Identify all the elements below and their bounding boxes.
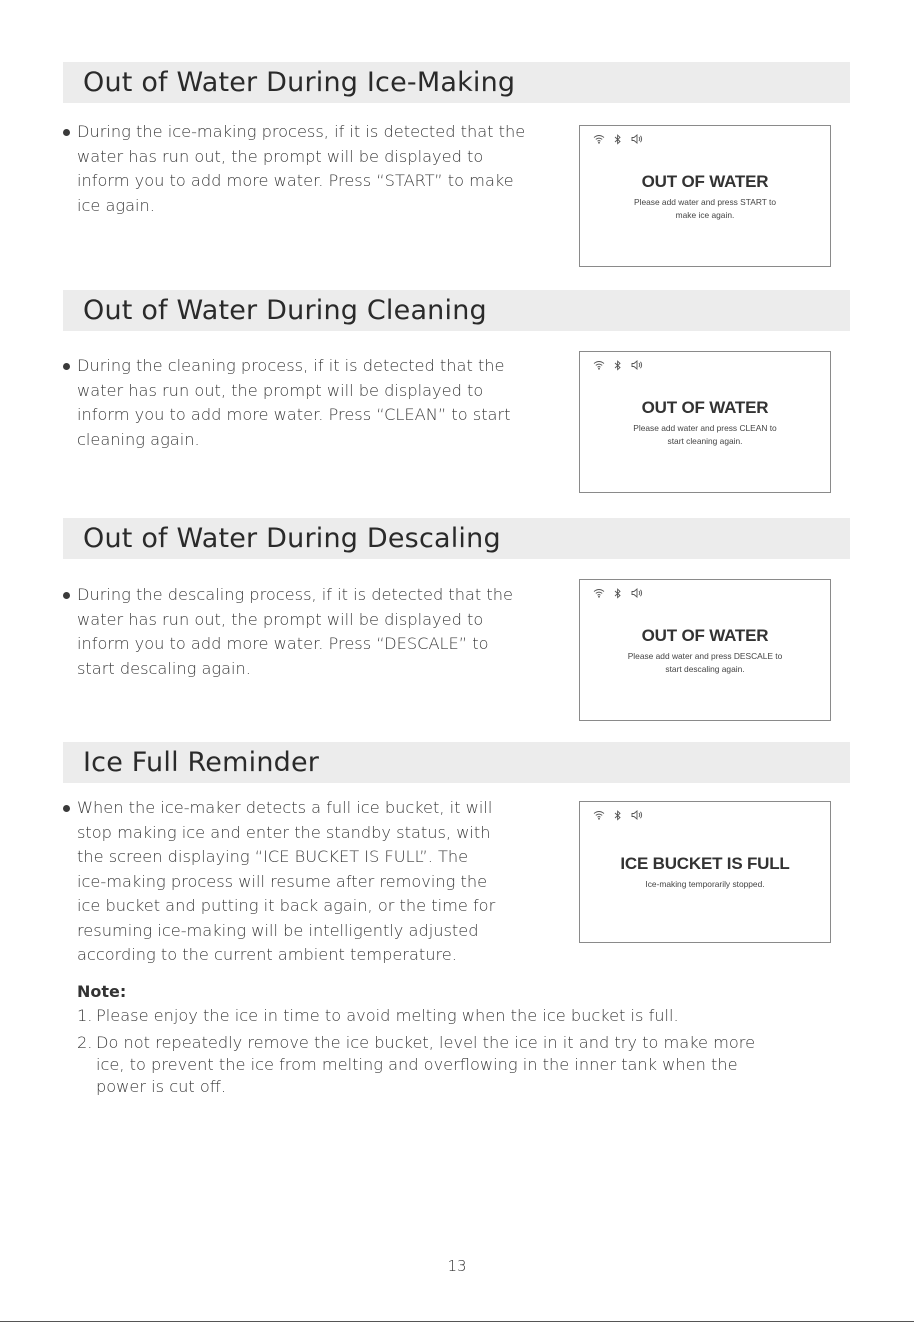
paragraph-line: ice-making process will resume after removing the	[77, 871, 488, 891]
section-paragraph	[63, 120, 525, 218]
screen-title: OUT OF WATER	[641, 398, 769, 417]
screen-message-line: start cleaning again.	[667, 436, 743, 446]
bullet-icon	[63, 805, 70, 812]
screen-status-icons	[593, 358, 643, 372]
screen-status-icons	[593, 808, 643, 822]
paragraph-line: ice again.	[77, 195, 155, 215]
note-title: Note:	[77, 982, 127, 1001]
screen-message-line: Ice-making temporarily stopped.	[645, 879, 765, 889]
bluetooth-icon	[614, 810, 622, 821]
page-bottom-rule	[0, 1321, 914, 1322]
screen-message	[610, 650, 800, 676]
section-header-cleaning	[63, 290, 850, 331]
note-number: 1.	[77, 1006, 93, 1025]
bullet-icon	[63, 129, 70, 136]
note-line: Do not repeatedly remove the ice bucket, level the ice in it and try to make more	[96, 1033, 756, 1052]
screen-title: ICE BUCKET IS FULL	[620, 854, 790, 873]
bluetooth-icon	[614, 360, 622, 371]
section-title: Out of Water During Cleaning	[83, 295, 487, 326]
screen-message	[610, 422, 800, 448]
screen-message-line: Please add water and press CLEAN to	[633, 423, 777, 433]
paragraph-line: When the ice-maker detects a full ice bucket, it will	[77, 798, 493, 817]
wifi-icon	[593, 810, 605, 820]
paragraph-line: inform you to add more water. Press “CLEAN” to start	[77, 405, 511, 424]
paragraph-line: ice bucket and putting it back again, or the time for	[77, 896, 496, 915]
speaker-icon	[631, 810, 643, 820]
paragraph-line: stop making ice and enter the standby status, with	[77, 822, 491, 842]
note-text	[96, 1032, 755, 1098]
speaker-icon	[631, 588, 643, 598]
section-paragraph	[63, 796, 495, 968]
section-header-ice-full	[63, 742, 850, 783]
wifi-icon	[593, 134, 605, 144]
bluetooth-icon	[614, 134, 622, 145]
section-title: Out of Water During Ice-Making	[83, 67, 516, 98]
note-line: Please enjoy the ice in time to avoid melting when the ice bucket is full.	[96, 1006, 679, 1025]
paragraph-line: During the descaling process, if it is detected that the	[77, 585, 513, 604]
paragraph-line: resuming ice-making will be intelligently adjusted	[77, 920, 479, 940]
note-item	[77, 1032, 755, 1098]
speaker-icon	[631, 134, 643, 144]
screen-message	[610, 196, 800, 222]
paragraph-line: inform you to add more water. Press “START” to make	[77, 171, 514, 190]
screen-message	[610, 878, 800, 891]
bullet-icon	[63, 592, 70, 599]
paragraph-line: cleaning again.	[77, 429, 200, 449]
wifi-icon	[593, 588, 605, 598]
section-paragraph	[63, 583, 513, 681]
speaker-icon	[631, 360, 643, 370]
screen-message-line: make ice again.	[675, 210, 735, 220]
note-list	[77, 1005, 755, 1103]
bluetooth-icon	[614, 588, 622, 599]
section-header-ice-making	[63, 62, 850, 103]
screen-message-line: Please add water and press DESCALE to	[627, 651, 783, 661]
screen-message-line: start descaling again.	[665, 664, 745, 674]
display-screen-illustration	[579, 125, 831, 267]
paragraph-line: water has run out, the prompt will be displayed to	[77, 380, 484, 400]
section-header-descaling	[63, 518, 850, 559]
display-screen-illustration	[579, 351, 831, 493]
wifi-icon	[593, 360, 605, 370]
note-text	[96, 1005, 755, 1027]
screen-title: OUT OF WATER	[641, 172, 769, 191]
section-paragraph	[63, 354, 510, 452]
paragraph-line: inform you to add more water. Press “DESCALE” to	[77, 634, 489, 653]
paragraph-line: During the cleaning process, if it is detected that the	[77, 356, 505, 375]
paragraph-line: the screen displaying “ICE BUCKET IS FULL”. The	[77, 847, 469, 866]
note-item	[77, 1005, 755, 1027]
display-screen-illustration	[579, 579, 831, 721]
section-title: Out of Water During Descaling	[83, 523, 501, 554]
display-screen-illustration	[579, 801, 831, 943]
paragraph-line: start descaling again.	[77, 658, 251, 678]
paragraph-line: according to the current ambient temperature.	[77, 945, 457, 964]
bullet-icon	[63, 363, 70, 370]
screen-status-icons	[593, 132, 643, 146]
note-number: 2.	[77, 1033, 93, 1052]
page-number: 13	[447, 1257, 467, 1275]
paragraph-line: water has run out, the prompt will be displayed to	[77, 146, 484, 166]
note-line: power is cut off.	[96, 1077, 227, 1096]
section-title: Ice Full Reminder	[83, 747, 320, 778]
screen-status-icons	[593, 586, 643, 600]
paragraph-line: During the ice-making process, if it is detected that the	[77, 122, 526, 141]
screen-title: OUT OF WATER	[641, 626, 769, 645]
paragraph-line: water has run out, the prompt will be displayed to	[77, 609, 484, 629]
screen-message-line: Please add water and press START to	[634, 197, 776, 207]
note-line: ice, to prevent the ice from melting and overflowing in the inner tank when the	[96, 1055, 738, 1074]
